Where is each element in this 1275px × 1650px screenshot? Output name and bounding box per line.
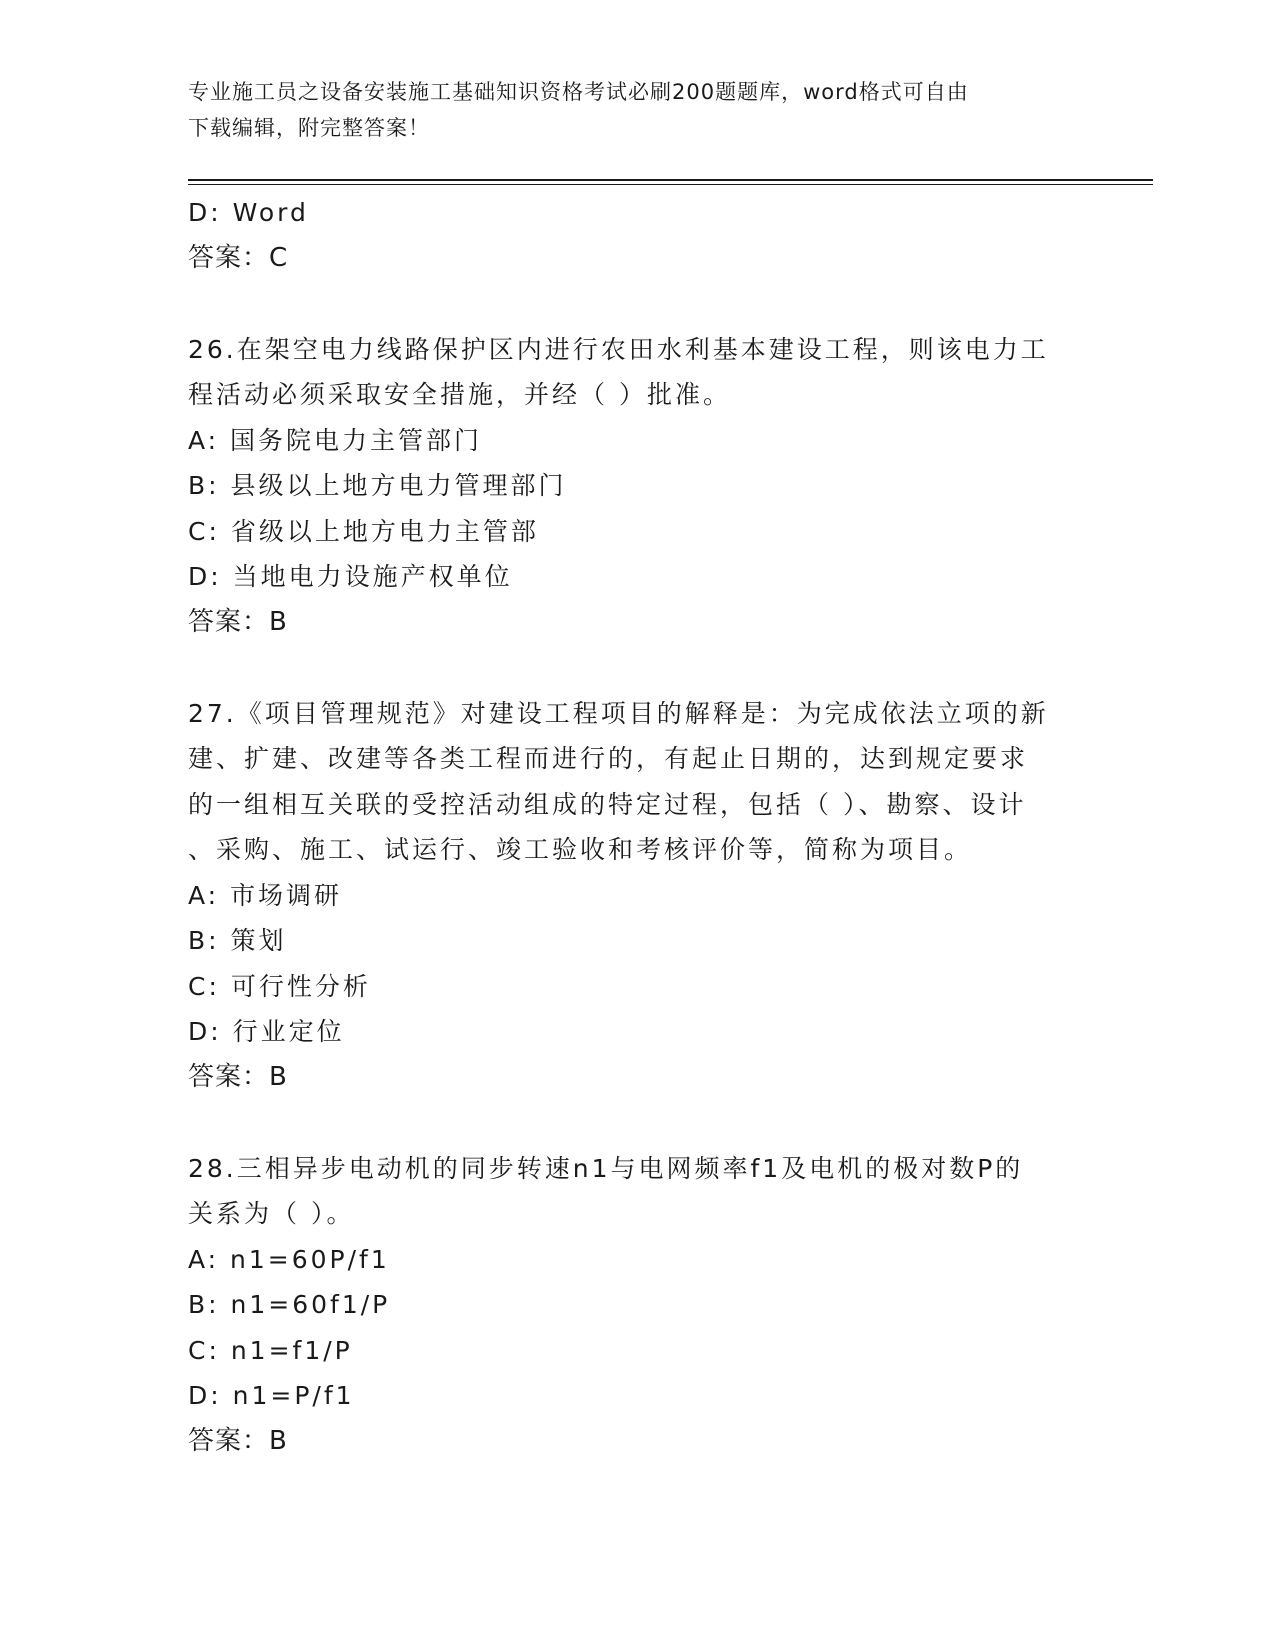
answer: 答案：B xyxy=(188,606,288,637)
header-line-1: 专业施工员之设备安装施工基础知识资格考试必刷200题题库，word格式可自由 xyxy=(188,80,969,104)
option-c: C: 省级以上地方电力主管部 xyxy=(188,516,539,546)
prev-question-option-d: D: Word xyxy=(188,198,309,227)
question-27 xyxy=(188,691,1078,1101)
header-line-2: 下载编辑，附完整答案！ xyxy=(188,116,430,140)
option-c: C: n1=f1/P xyxy=(188,1335,353,1365)
header-divider-thick xyxy=(188,179,1153,181)
option-a: A: n1=60P/f1 xyxy=(188,1244,390,1274)
stem-line: 28.三相异步电动机的同步转速n1与电网频率f1及电机的极对数P的 xyxy=(188,1153,1024,1183)
question-26 xyxy=(188,327,1078,646)
document-header xyxy=(188,74,1068,146)
question-stem xyxy=(188,691,1078,873)
option-b: B: 县级以上地方电力管理部门 xyxy=(188,471,567,500)
stem-line: 26.在架空电力线路保护区内进行农田水利基本建设工程，则该电力工 xyxy=(188,334,1049,364)
option-d: D: n1=P/f1 xyxy=(188,1381,355,1410)
question-stem xyxy=(188,327,1078,418)
prev-question-answer: 答案：C xyxy=(188,242,289,273)
question-content xyxy=(188,190,1078,1464)
option-a: A: 国务院电力主管部门 xyxy=(188,425,483,455)
stem-line: 程活动必须采取安全措施，并经（ ）批准。 xyxy=(188,380,731,409)
answer: 答案：B xyxy=(188,1425,288,1456)
option-c: C: 可行性分析 xyxy=(188,971,371,1001)
option-b: B: n1=60f1/P xyxy=(188,1290,391,1319)
stem-line: 、采购、施工、试运行、竣工验收和考核评价等，简称为项目。 xyxy=(188,835,973,864)
stem-line: 关系为（ ）。 xyxy=(188,1199,355,1228)
stem-line: 建、扩建、改建等各类工程而进行的，有起止日期的，达到规定要求 xyxy=(188,744,1029,773)
stem-line: 的一组相互关联的受控活动组成的特定过程，包括（ ）、勘察、设计 xyxy=(188,789,1027,819)
stem-line: 27.《项目管理规范》对建设工程项目的解释是：为完成依法立项的新 xyxy=(188,698,1049,728)
option-d: D: 行业定位 xyxy=(188,1017,345,1046)
option-b: B: 策划 xyxy=(188,926,287,955)
question-stem xyxy=(188,1146,1078,1237)
answer: 答案：B xyxy=(188,1061,288,1092)
option-d: D: 当地电力设施产权单位 xyxy=(188,562,513,591)
question-28 xyxy=(188,1146,1078,1465)
option-a: A: 市场调研 xyxy=(188,880,343,910)
header-divider-thin xyxy=(188,184,1153,185)
